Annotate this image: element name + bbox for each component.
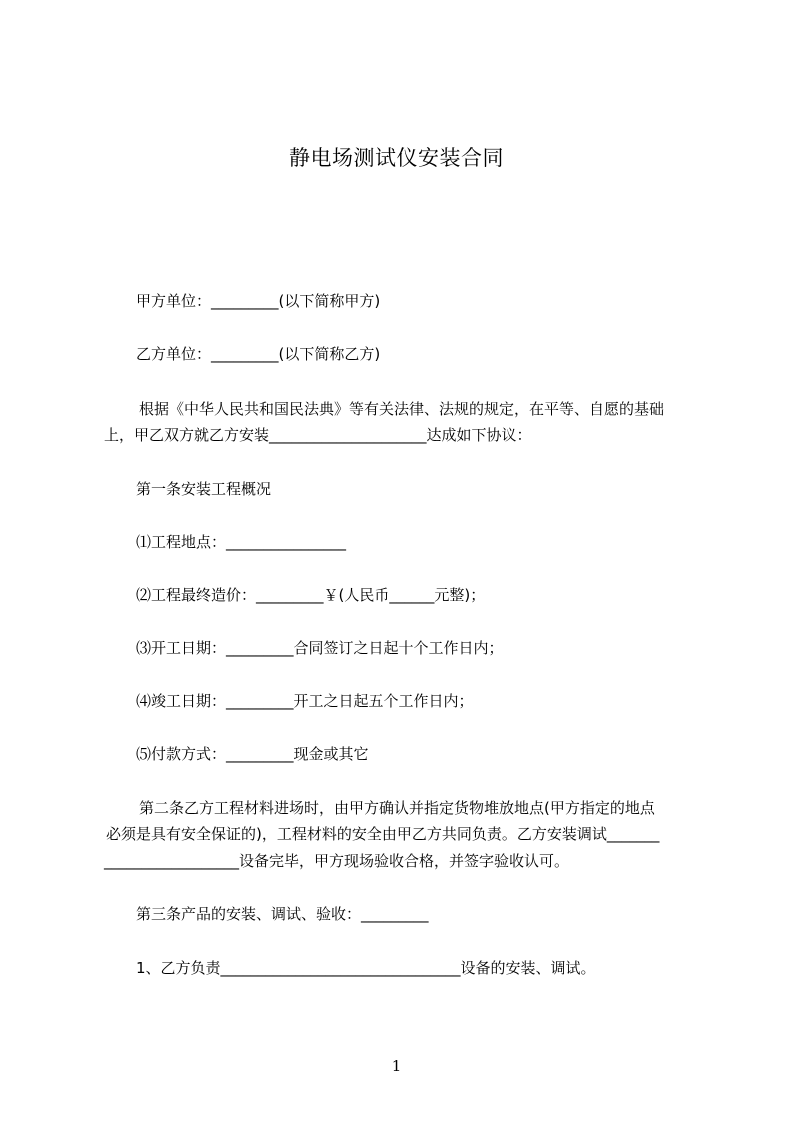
article-2-line-1: 第二条乙方工程材料进场时，由甲方确认并指定货物堆放地点(甲方指定的地点: [139, 799, 655, 817]
article-1-item-5: ⑸付款方式：_________现金或其它: [136, 745, 369, 763]
article-3-item-1: 1、乙方负责________________________________设备的安装、调试。: [136, 959, 596, 977]
intro-line-2: 上，甲乙双方就乙方安装_____________________达成如下协议：: [104, 426, 532, 444]
article-3-heading: 第三条产品的安装、调试、验收：_________: [136, 905, 429, 923]
article-2-line-3: __________________设备完毕，甲方现场验收合格，并签字验收认可。: [104, 852, 570, 870]
article-1-item-4: ⑷竣工日期：_________开工之日起五个工作日内；: [136, 692, 474, 710]
document-title: 静电场测试仪安装合同: [289, 146, 504, 170]
article-1-item-1: ⑴工程地点：________________: [136, 533, 347, 551]
party-a-line: 甲方单位：_________(以下简称甲方): [136, 292, 381, 310]
article-1-item-2: ⑵工程最终造价：_________￥(人民币______元整)；: [136, 586, 486, 604]
article-1-item-3: ⑶开工日期：_________合同签订之日起十个工作日内；: [136, 639, 504, 657]
article-1-heading: 第一条安装工程概况: [136, 480, 272, 498]
party-b-line: 乙方单位：_________(以下简称乙方): [136, 345, 381, 363]
intro-line-1: 根据《中华人民共和国民法典》等有关法律、法规的规定，在平等、自愿的基础: [139, 400, 665, 418]
page-number: 1: [391, 1057, 402, 1075]
article-2-line-2: 必须是具有安全保证的)，工程材料的安全由甲乙方共同负责。乙方安装调试_______: [106, 825, 660, 843]
